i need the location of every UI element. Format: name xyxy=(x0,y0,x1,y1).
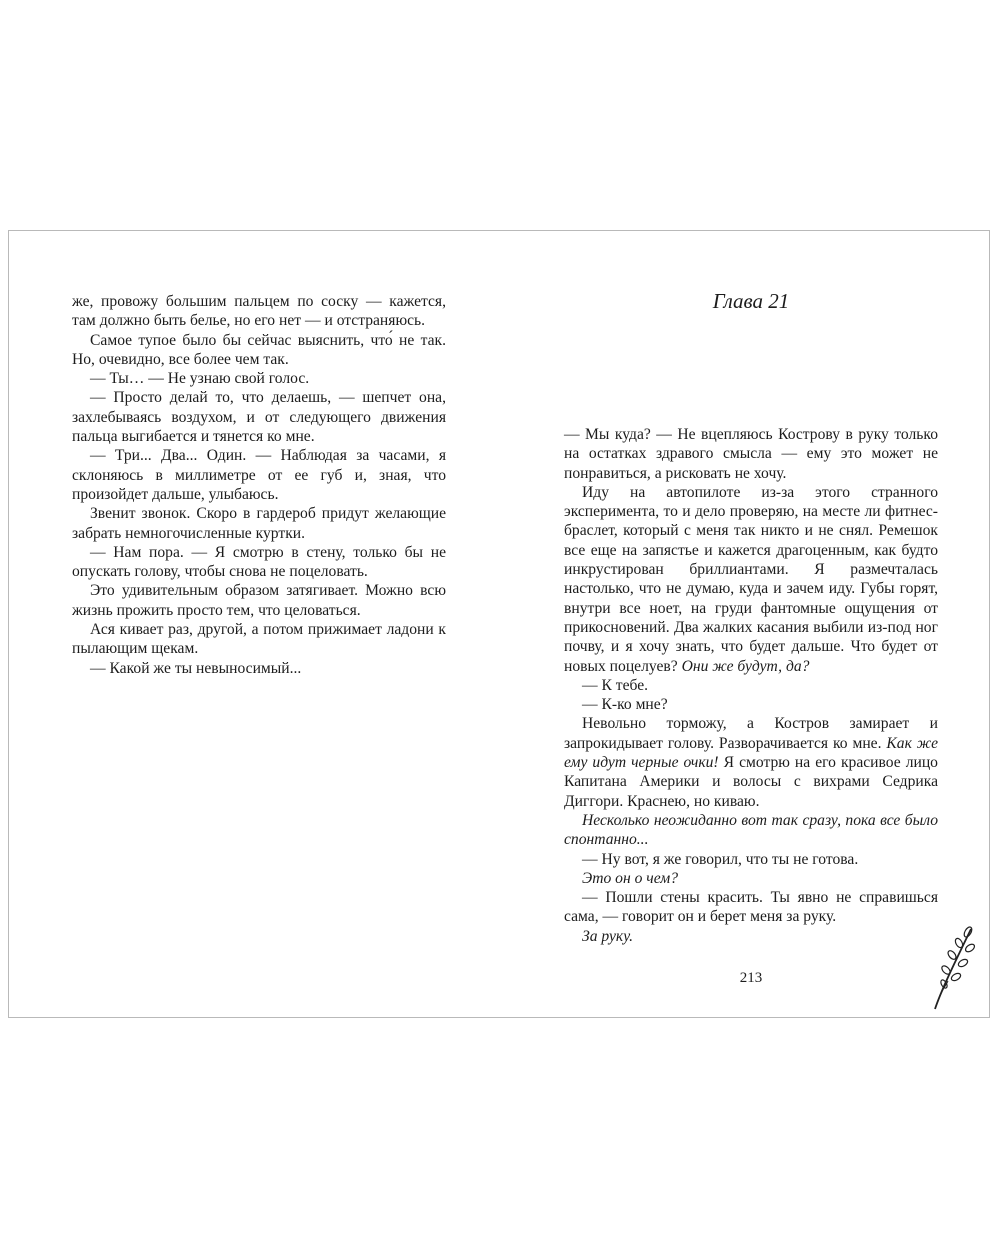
paragraph: — Мы куда? — Не вцепляюсь Кострову в руку только на остатках здравого смысла — ему это может не понравиться, а рисковать не хочу. xyxy=(564,426,938,482)
paragraph xyxy=(564,927,938,946)
paragraph xyxy=(564,869,938,888)
paragraph: — Ты… — Не узнаю свой голос. xyxy=(90,370,310,388)
book-spread xyxy=(8,230,990,1018)
paragraph xyxy=(564,714,938,810)
page-number: 213 xyxy=(739,970,763,986)
paragraph: Самое тупое было бы сейчас выяснить, что́ не так. Но, очевидно, все более чем так. xyxy=(72,331,446,368)
paragraph: — Какой же ты невыносимый... xyxy=(90,659,302,677)
paragraph: Ася кивает раз, другой, а потом прижимает ладони к пылающим щекам. xyxy=(72,621,446,658)
paragraph xyxy=(564,811,938,850)
paragraph-text: Невольно торможу, а Костров замирает и запрокидывает голову. Разворачивается ко мне. xyxy=(564,715,938,752)
chapter-title: Глава 21 xyxy=(712,289,790,313)
paragraph: — К тебе. xyxy=(582,676,649,694)
italic-thought: Они же будут, да? xyxy=(681,657,810,675)
paragraph: Звенит звонок. Скоро в гардероб придут желающие забрать немногочисленные куртки. xyxy=(72,505,446,542)
sprig-icon xyxy=(921,921,981,1011)
paragraph: — Нам пора. — Я смотрю в стену, только бы не опускать голову, чтобы снова не поцеловать. xyxy=(72,543,446,581)
paragraph: же, провожу большим пальцем по соску — кажется, там должно быть белье, но его нет — и отстраняюсь. xyxy=(72,293,446,330)
paragraph-text: Я смотрю на его красивое лицо Капитана Америки и волосы с вихрами Седрика Диггори. Краснею, но киваю. xyxy=(564,754,938,810)
paragraph: — Пошли стены красить. Ты явно не справишься сама, — говорит он и берет меня за руку. xyxy=(564,889,938,926)
paragraph: — Просто делай то, что делаешь, — шепчет она, захлебываясь воздухом, и от следующего движения пальца выгибается и тянется ко мне. xyxy=(72,389,446,446)
paragraph: Это удивительным образом затягивает. Можно всю жизнь прожить просто тем, что целоваться. xyxy=(72,582,446,619)
italic-thought: Как же ему идут черные очки! xyxy=(564,734,938,772)
paragraph xyxy=(564,483,938,676)
paragraph: — Ну вот, я же говорил, что ты не готова. xyxy=(582,850,859,868)
paragraph-text: Иду на автопилоте из-за этого странного эксперимента, то и дело проверяю, на месте ли фитнес-браслет, который с меня так никто и не снял. Ремешок все еще на запястье и кажется драгоценным, как будто инкрустирован бриллиантами. Я размечталась настолько, что не думаю, куда и зачем иду. Губы горят, внутри все ноет, на груди фантомные ощущения от прикосновений. Два жалких касания выбили из-под ног почву, и я хочу знать, что будет дальше. Что будет от новых поцелуев? xyxy=(564,483,938,675)
italic-thought: Несколько неожиданно вот так сразу, пока все было спонтанно... xyxy=(564,811,938,849)
left-page-text xyxy=(72,292,446,678)
right-page-text xyxy=(564,425,938,946)
italic-thought: За руку. xyxy=(582,927,634,945)
paragraph: — К-ко мне? xyxy=(582,696,668,714)
paragraph: — Три... Два... Один. — Наблюдая за часами, я склоняюсь в миллиметре от ее губ и, зная, что произойдет дальше, улыбаюсь. xyxy=(72,447,446,503)
italic-thought: Это он о чем? xyxy=(582,869,679,887)
